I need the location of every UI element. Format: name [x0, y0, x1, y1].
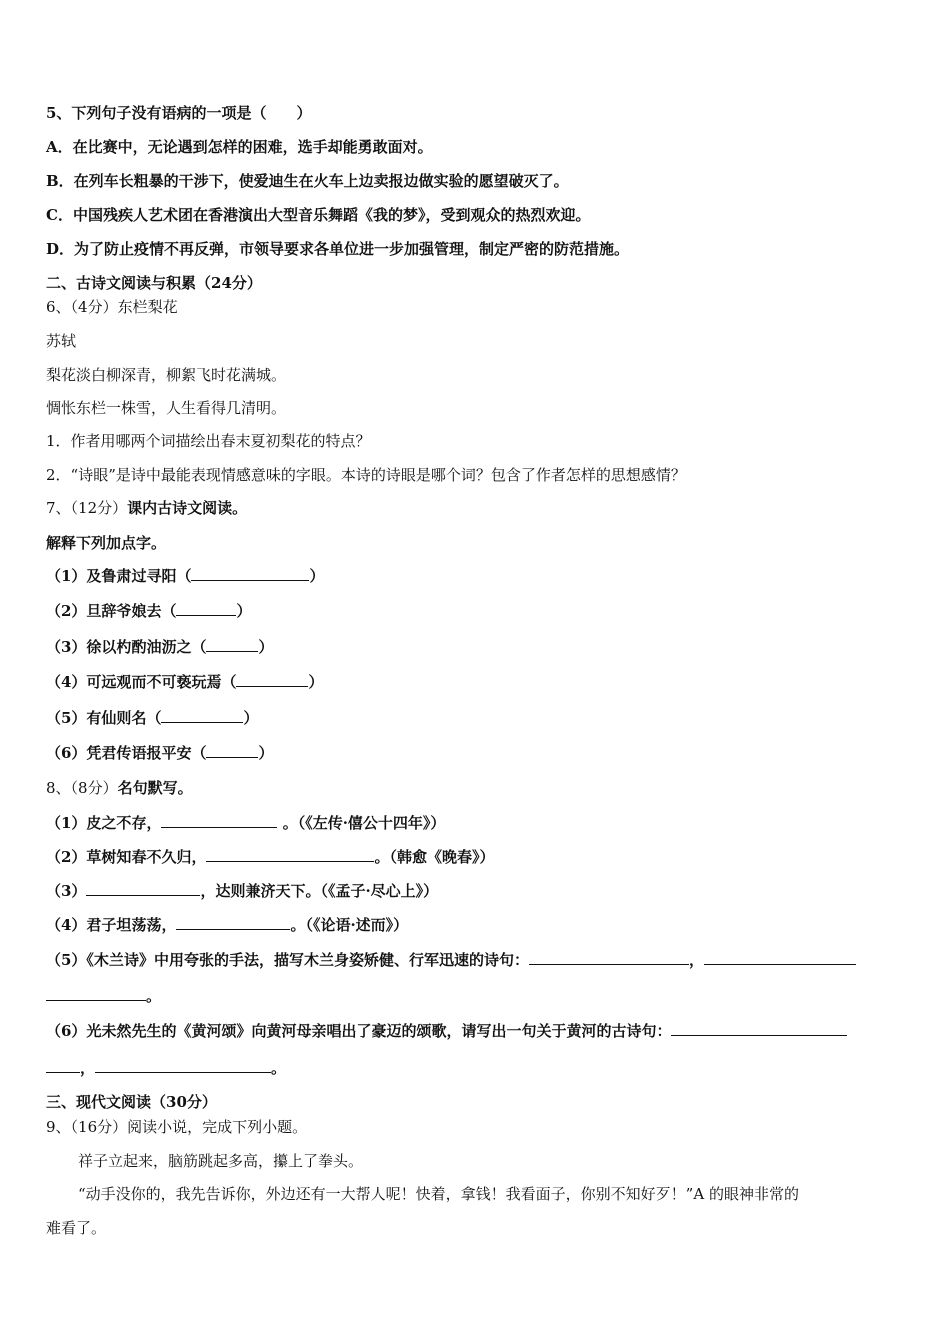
- q8-item-2: [46, 847, 494, 867]
- q8-item-6-cont: [46, 1058, 286, 1078]
- q8-item-5-comma: ，: [688, 951, 704, 969]
- q7-item-6-text: （6）凭君传语报平安（: [46, 744, 207, 762]
- q7-item-1-text: （1）及鲁肃过寻阳（: [46, 567, 192, 585]
- q7-item-3-text: （3）徐以杓酌油沥之（: [46, 638, 207, 656]
- answer-blank[interactable]: [529, 950, 689, 965]
- section-3-title: 三、现代文阅读（30分）: [46, 1093, 217, 1111]
- answer-blank[interactable]: [176, 601, 236, 616]
- q7-item-5-close: ）: [243, 709, 259, 727]
- q7-number: 7、（12分）: [46, 499, 128, 517]
- q8-item-6: [46, 1021, 847, 1041]
- q7-title: 课内古诗文阅读。: [127, 499, 248, 517]
- q8-item-3: [46, 881, 438, 901]
- q8-item-6-end: 。: [271, 1059, 287, 1077]
- q8-item-4-source: 。（《论语·述而》）: [290, 916, 409, 934]
- q5-stem: 5、下列句子没有语病的一项是（ ）: [46, 104, 312, 122]
- q7-item-4-text: （4）可远观而不可亵玩焉（: [46, 673, 237, 691]
- answer-blank[interactable]: [176, 915, 290, 930]
- q6-stem: 6、（4分）东栏梨花: [46, 298, 178, 316]
- answer-blank[interactable]: [161, 813, 277, 828]
- q8-item-3-source: ，达则兼济天下。（《孟子·尽心上》）: [200, 882, 439, 900]
- q8-item-2-text: （2）草树知春不久归，: [46, 848, 207, 866]
- q5-option-b: B．在列车长粗暴的干涉下，使爱迪生在火车上边卖报边做实验的愿望破灭了。: [46, 172, 569, 190]
- q9-stem: 9、（16分）阅读小说，完成下列小题。: [46, 1118, 308, 1136]
- q8-item-4-text: （4）君子坦荡荡，: [46, 916, 177, 934]
- answer-blank[interactable]: [46, 1058, 80, 1073]
- q7-item-5-text: （5）有仙则名（: [46, 709, 162, 727]
- q8-number: 8、（8分）: [46, 779, 118, 797]
- answer-blank[interactable]: [206, 847, 374, 862]
- q7-item-6: [46, 743, 273, 763]
- answer-blank[interactable]: [95, 1058, 271, 1073]
- q7-item-3: [46, 637, 273, 657]
- q7-item-1-close: ）: [309, 567, 325, 585]
- answer-blank[interactable]: [86, 881, 200, 896]
- q6-sub-question-1: 1．作者用哪两个词描绘出春末夏初梨花的特点？: [46, 432, 371, 450]
- q7-item-3-close: ）: [258, 638, 274, 656]
- q8-item-3-text: （3）: [46, 882, 87, 900]
- q5-option-a: A．在比赛中，无论遇到怎样的困难，选手却能勇敢面对。: [46, 138, 433, 156]
- q7-item-4-close: ）: [308, 673, 324, 691]
- answer-blank[interactable]: [191, 566, 309, 581]
- q8-item-1-source: 。（《左传·僖公十四年》）: [282, 814, 446, 832]
- q7-item-5: [46, 708, 258, 728]
- q7-item-4: [46, 672, 323, 692]
- poem-line-1: 梨花淡白柳深青，柳絮飞时花满城。: [46, 366, 287, 384]
- poem-author: 苏轼: [46, 332, 77, 350]
- answer-blank[interactable]: [236, 672, 308, 687]
- q7-item-2: [46, 601, 251, 621]
- q7-item-1: [46, 566, 324, 586]
- q8-item-6-comma: ，: [80, 1059, 96, 1077]
- q7-stem: [46, 498, 247, 518]
- q7-item-2-close: ）: [236, 602, 252, 620]
- story-paragraph-2: “动手没你的，我先告诉你，外边还有一大帮人呢！快着，拿钱！我看面子，你别不知好歹！”A 的眼神非常的: [78, 1185, 799, 1203]
- q8-item-5-cont: [46, 986, 161, 1006]
- q7-instruction: 解释下列加点字。: [46, 534, 167, 552]
- q5-option-d: D．为了防止疫情不再反弹，市领导要求各单位进一步加强管理，制定严密的防范措施。: [46, 240, 630, 258]
- q8-item-5: [46, 950, 856, 970]
- q7-item-2-text: （2）旦辞爷娘去（: [46, 602, 177, 620]
- q8-item-6-text: （6）光未然先生的《黄河颂》向黄河母亲唱出了豪迈的颂歌，请写出一句关于黄河的古诗句：: [46, 1022, 672, 1040]
- answer-blank[interactable]: [704, 950, 856, 965]
- answer-blank[interactable]: [46, 986, 146, 1001]
- q8-item-2-source: 。（韩愈《晚春》）: [374, 848, 495, 866]
- q8-item-5-text: （5）《木兰诗》中用夸张的手法，描写木兰身姿矫健、行军迅速的诗句：: [46, 951, 529, 969]
- story-paragraph-1: 祥子立起来，脑筋跳起多高，攥上了拳头。: [78, 1152, 364, 1170]
- poem-line-2: 惆怅东栏一株雪，人生看得几清明。: [46, 399, 287, 417]
- q8-stem: [46, 778, 193, 798]
- q6-sub-question-2: 2．“诗眼”是诗中最能表现情感意味的字眼。本诗的诗眼是哪个词？包含了作者怎样的思想感情？: [46, 466, 686, 484]
- story-paragraph-2-cont: 难看了。: [46, 1219, 107, 1237]
- q8-item-5-end: 。: [146, 987, 162, 1005]
- q8-item-1-text: （1）皮之不存，: [46, 814, 162, 832]
- q8-title: 名句默写。: [117, 779, 193, 797]
- answer-blank[interactable]: [206, 743, 258, 758]
- section-2-title: 二、古诗文阅读与积累（24分）: [46, 274, 262, 292]
- answer-blank[interactable]: [161, 708, 243, 723]
- q5-option-c: C．中国残疾人艺术团在香港演出大型音乐舞蹈《我的梦》，受到观众的热烈欢迎。: [46, 206, 591, 224]
- q8-item-4: [46, 915, 408, 935]
- q8-item-1: [46, 813, 445, 833]
- answer-blank[interactable]: [671, 1021, 847, 1036]
- answer-blank[interactable]: [206, 637, 258, 652]
- q7-item-6-close: ）: [258, 744, 274, 762]
